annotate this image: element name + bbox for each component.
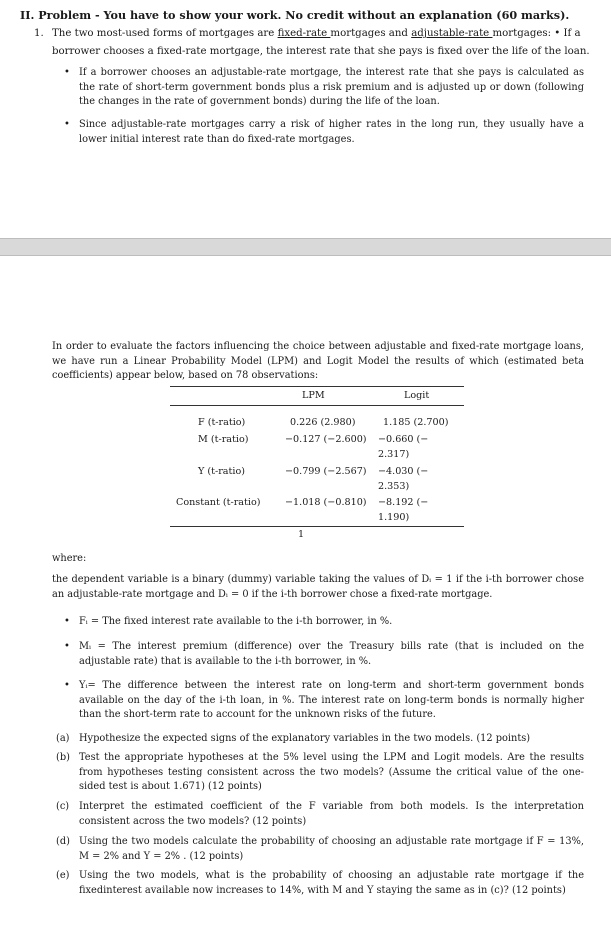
bullet-icon: • — [64, 616, 70, 627]
question-c-text: Interpret the estimated coefficient of the F variable from both models. Is the interpretation consistent across the two models? (12 points) — [79, 801, 584, 827]
cell-m-logit-cont: 2.317) — [378, 449, 410, 460]
row-label-m: M (t-ratio) — [198, 434, 249, 445]
intro-text: mortgages: • If a — [492, 28, 581, 39]
dependent-variable-text: the dependent variable is a binary (dummy) variable taking the values of Dᵢ = 1 if the i-th borrower chose an adjustable-rate mortgage and Dᵢ = 0 if the i-th borrower chose a fixed-rate mortgage. — [52, 574, 584, 600]
question-number: 1. — [34, 28, 44, 39]
page-separator — [0, 238, 611, 256]
cell-m-logit: −0.660 (− — [378, 434, 429, 445]
study-intro: In order to evaluate the factors influencing the choice between adjustable and fixed-rate mortgage loans, we have run a Linear Probability Model (LPM) and Logit Model the results of which (estimated beta coefficients) appear below, based on 78 observations: — [52, 341, 584, 381]
definition-m: Mᵢ = The interest premium (difference) over the Treasury bills rate (that is included on the adjustable rate) that is available to the i-th borrower, in %. — [79, 641, 584, 667]
cell-constant-lpm: −1.018 (−0.810) — [285, 497, 367, 508]
definition-y: Yᵢ= The difference between the interest rate on long-term and short-term government bonds available on the day of the i-th loan, in %. The interest rate on long-term bonds is normally higher than the short-term rate to account for the unknown risks of the future. — [79, 680, 584, 720]
question-letter-a: (a) — [56, 733, 70, 744]
page-1 — [0, 0, 611, 238]
question-letter-e: (e) — [56, 870, 70, 881]
row-label-y: Y (t-ratio) — [198, 466, 245, 477]
table-top-rule — [170, 386, 464, 387]
bullet-icon: • — [64, 67, 70, 78]
cell-f-logit: 1.185 (2.700) — [383, 417, 449, 428]
where-label: where: — [52, 553, 87, 564]
fixed-rate-term: fixed-rate — [277, 28, 331, 39]
question-letter-d: (d) — [56, 836, 70, 847]
table-bottom-rule — [170, 526, 464, 527]
cell-m-lpm: −0.127 (−2.600) — [285, 434, 367, 445]
cell-constant-logit-cont: 1.190) — [378, 512, 410, 523]
bullet-icon: • — [64, 119, 70, 130]
question-intro-line2: borrower chooses a fixed-rate mortgage, the interest rate that she pays is fixed over the life of the loan. — [52, 46, 590, 57]
question-intro-line1 — [52, 26, 587, 42]
col-header-logit: Logit — [404, 390, 430, 401]
cell-y-logit: −4.030 (− — [378, 466, 429, 477]
definition-f: Fᵢ = The fixed interest rate available to the i-th borrower, in %. — [79, 616, 393, 627]
row-label-constant: Constant (t-ratio) — [176, 497, 261, 508]
question-b-text: Test the appropriate hypotheses at the 5% level using the LPM and Logit models. Are the results from hypotheses testing consistent across the two models? (Assume the critical value of the one-sided test is about 1.671) (12 points) — [79, 752, 584, 792]
cell-f-lpm: 0.226 (2.980) — [290, 417, 356, 428]
cell-y-lpm: −0.799 (−2.567) — [285, 466, 367, 477]
intro-text: The two most-used forms of mortgages are — [52, 28, 278, 39]
question-a-text: Hypothesize the expected signs of the explanatory variables in the two models. (12 points) — [79, 733, 531, 744]
bullet-text: Since adjustable-rate mortgages carry a risk of higher rates in the long run, they usually have a lower initial interest rate than do fixed-rate mortgages. — [79, 119, 584, 145]
adjustable-rate-term: adjustable-rate — [411, 28, 493, 39]
question-e-text: Using the two models, what is the probability of choosing an adjustable rate mortgage if the fixedinterest available now increases to 14%, with M and Y staying the same as in (c)? (12 points) — [79, 870, 584, 896]
table-header-rule — [170, 405, 464, 406]
question-letter-c: (c) — [56, 801, 70, 812]
row-label-f: F (t-ratio) — [198, 417, 246, 428]
bullet-icon: • — [64, 641, 70, 652]
col-header-lpm: LPM — [302, 390, 325, 401]
question-letter-b: (b) — [56, 752, 70, 763]
intro-text: mortgages and — [330, 28, 412, 39]
table-footer-number: 1 — [298, 529, 305, 540]
cell-y-logit-cont: 2.353) — [378, 481, 410, 492]
page-2 — [0, 256, 611, 929]
section-title: II. Problem - You have to show your work. No credit without an explanation (60 marks). — [20, 8, 570, 22]
bullet-icon: • — [64, 680, 70, 691]
bullet-text: If a borrower chooses an adjustable-rate mortgage, the interest rate that she pays is calculated as the rate of short-term government bonds plus a risk premium and is adjusted up or down (following the changes in the rate of government bonds) during the life of the loan. — [79, 67, 584, 107]
cell-constant-logit: −8.192 (− — [378, 497, 429, 508]
question-d-text: Using the two models calculate the probability of choosing an adjustable rate mortgage if F = 13%, M = 2% and Y = 2% . (12 points) — [79, 836, 584, 862]
